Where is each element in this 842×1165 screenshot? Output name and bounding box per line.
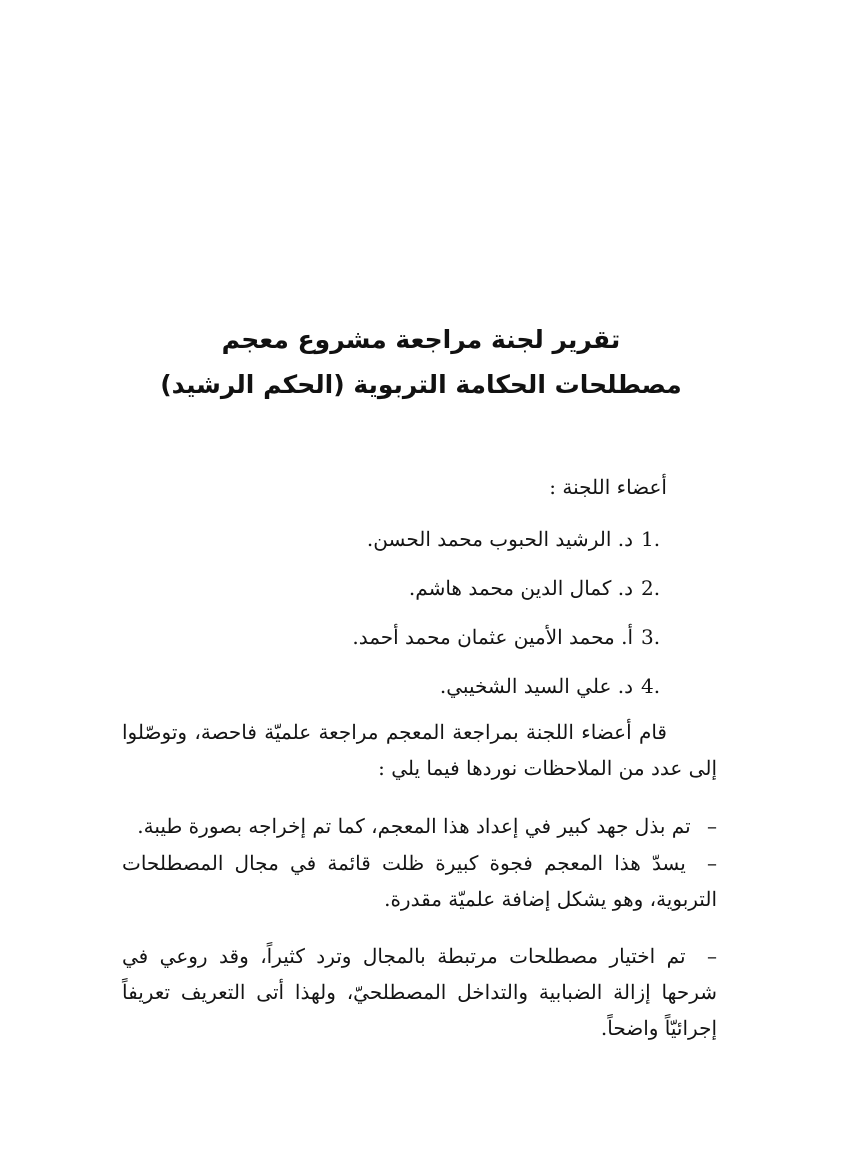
member-number: 2. xyxy=(641,576,661,600)
committee-member xyxy=(367,525,667,553)
intro-paragraph: قام أعضاء اللجنة بمراجعة المعجم مراجعة علميّة فاحصة، وتوصّلوا إلى عدد من الملاحظات نوردها فيما يلي : xyxy=(122,720,717,780)
member-name: د. علي السيد الشخيبي. xyxy=(439,674,633,698)
dash-bullet: – xyxy=(707,814,717,838)
member-number: 1. xyxy=(641,527,661,551)
observation-point xyxy=(122,808,717,844)
observation-text: تم بذل جهد كبير في إعداد هذا المعجم، كما تم إخراجه بصورة طيبة. xyxy=(137,814,691,838)
observation-point xyxy=(122,845,717,917)
committee-member xyxy=(409,574,667,602)
observation-text: تم اختيار مصطلحات مرتبطة بالمجال وترد كثيراً، وقد روعي في شرحها إزالة الضبابية والتداخل المصطلحيّ، ولهذا أتى التعريف تعريفاً إجرائيّاً واضحاً. xyxy=(122,944,717,1040)
dash-bullet: – xyxy=(707,944,717,968)
member-number: 4. xyxy=(641,674,661,698)
report-title-line-1: تقرير لجنة مراجعة مشروع معجم xyxy=(221,325,621,354)
member-name: أ. محمد الأمين عثمان محمد أحمد. xyxy=(352,625,633,649)
committee-heading: أعضاء اللجنة : xyxy=(549,475,667,499)
report-title-line-2: مصطلحات الحكامة التربوية (الحكم الرشيد) xyxy=(160,370,682,399)
observation-point xyxy=(122,938,717,1046)
committee-member xyxy=(352,623,667,651)
observation-text: يسدّ هذا المعجم فجوة كبيرة ظلت قائمة في مجال المصطلحات التربوية، وهو يشكل إضافة علميّة مقدرة. xyxy=(122,851,717,911)
committee-member xyxy=(440,672,667,700)
member-number: 3. xyxy=(641,625,661,649)
member-name: د. كمال الدين محمد هاشم. xyxy=(408,576,633,600)
dash-bullet: – xyxy=(707,851,718,875)
member-name: د. الرشيد الحبوب محمد الحسن. xyxy=(366,527,633,551)
